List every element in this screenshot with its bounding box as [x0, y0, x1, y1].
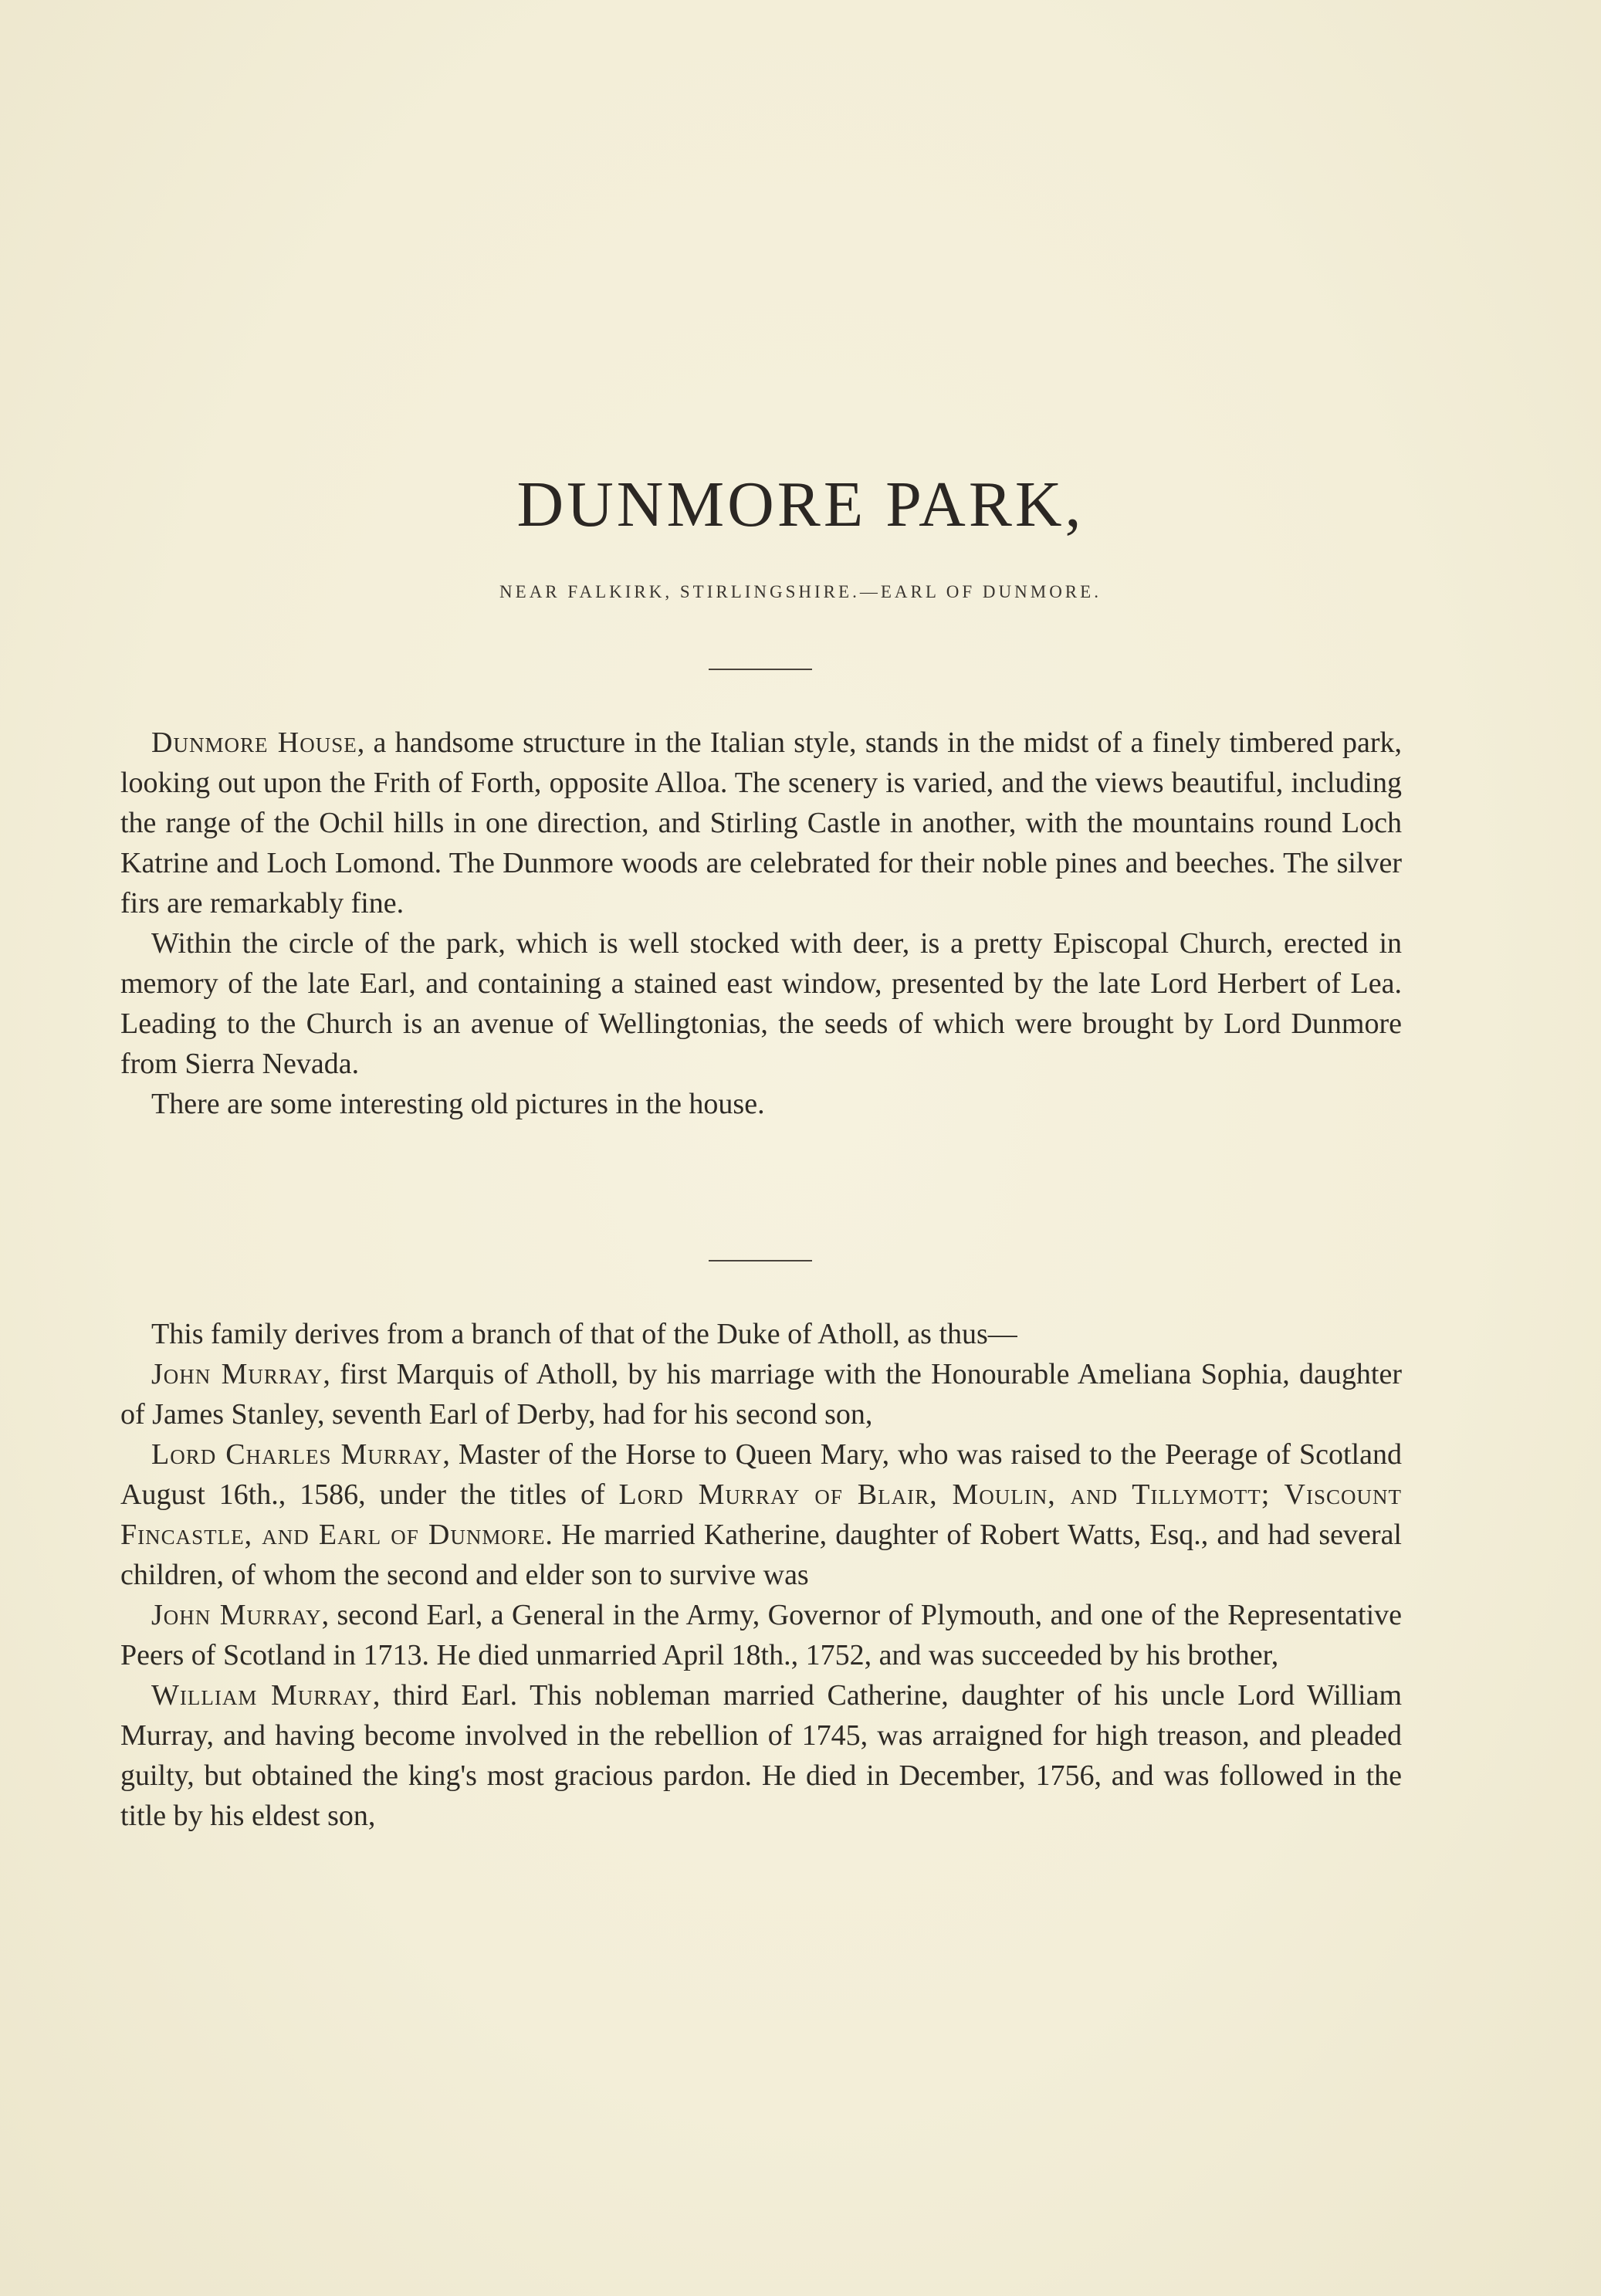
section-divider [709, 669, 812, 670]
paragraph-text: , third Earl. This nobleman married Catherine, daughter of his uncle Lord William Murray, and having become involved in the rebellion of 1745, was arraigned for high treason, and pleaded guilty, but obtained the king's most gracious pardon. He died in December, 1756, and was followed in the title by his eldest son, [120, 1679, 1403, 1832]
paragraph-text: , Master of the Horse to Queen Mary, who was raised to the Peerage of Scotland August 16th., 1586, under the titles of [120, 1438, 1402, 1511]
paragraph [120, 1314, 1402, 1354]
paragraph-text: Within the circle of the park, which is well stocked with deer, is a pretty Episcopal Church, erected in memory of the late Earl, and containing a stained east window, presented by the late Lord Herbert of Lea. Leading to the Church is an avenue of Wellingtonias, the seeds of which were brought by Lord Dunmore from Sierra Nevada. [120, 927, 1402, 1080]
paragraph-text: This family derives from a branch of that of the Duke of Atholl, as thus— [151, 1318, 1017, 1350]
page-title: DUNMORE PARK, [516, 469, 1085, 540]
person-name: John Murray [151, 1599, 322, 1631]
person-name: John Murray [151, 1358, 323, 1390]
page-subtitle: NEAR FALKIRK, STIRLINGSHIRE.—EARL OF DUNMORE. [499, 582, 1102, 601]
paragraph-text: There are some interesting old pictures in the house. [151, 1088, 765, 1120]
paragraph-text: . He married Katherine, daughter of Robert Watts, Esq., and had several children, of whom the second and elder son to survive was [120, 1519, 1402, 1591]
paragraph [120, 923, 1402, 1084]
paragraph-text: , first Marquis of Atholl, by his marriage with the Honourable Ameliana Sophia, daughter of James Stanley, seventh Earl of Derby, had for his second son, [120, 1358, 1403, 1431]
person-name: William Murray [151, 1679, 373, 1712]
paragraph [120, 1084, 1402, 1124]
paragraph [120, 1354, 1402, 1434]
paragraph [120, 1595, 1402, 1675]
person-name: Lord Charles Murray [151, 1438, 443, 1471]
house-name: Dunmore House [151, 726, 357, 759]
section-divider [709, 1260, 812, 1261]
paragraph [120, 723, 1402, 923]
paragraph-text: , second Earl, a General in the Army, Governor of Plymouth, and one of the Representative Peers of Scotland in 1713. He died unmarried April 18th., 1752, and was succeeded by his brother, [120, 1599, 1402, 1671]
peerage-titles: Lord Murray of Blair, Moulin, and Tillymott; Viscount Fincastle, and Earl of Dunmore [120, 1478, 1402, 1551]
genealogy-section [120, 1314, 1402, 1836]
paragraph-text: , a handsome structure in the Italian style, stands in the midst of a finely timbered park, looking out upon the Frith of Forth, opposite Alloa. The scenery is varied, and the views beautiful, including the range of the Ochil hills in one direction, and Stirling Castle in another, with the mountains round Loch Katrine and Loch Lomond. The Dunmore woods are celebrated for their noble pines and beeches. The silver firs are remarkably fine. [120, 726, 1402, 919]
paragraph [120, 1434, 1402, 1595]
description-section [120, 723, 1402, 1124]
paragraph [120, 1675, 1402, 1836]
